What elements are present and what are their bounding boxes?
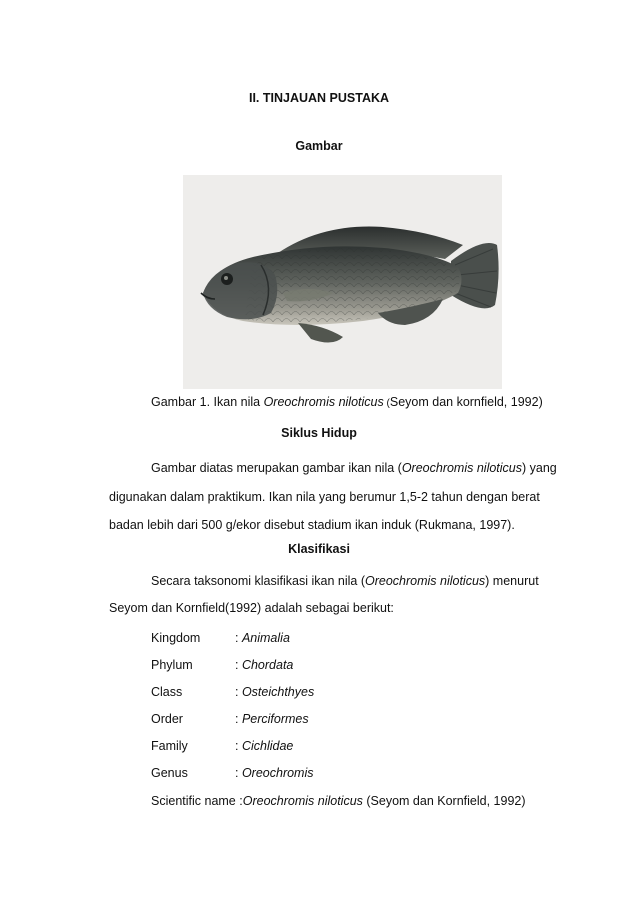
caption-open-paren: (	[383, 398, 390, 409]
taxonomy-value-order-text: Perciformes	[241, 712, 309, 726]
taxonomy-value-kingdom-text: Animalia	[241, 631, 290, 645]
klasifikasi-paragraph-line-2: Seyom dan Kornfield(1992) adalah sebagai berikut:	[109, 601, 394, 615]
siklus-heading: Siklus Hidup	[281, 426, 357, 440]
klasifikasi-line1-b: ) menurut	[485, 574, 539, 588]
taxonomy-value-kingdom: : Animalia	[235, 631, 290, 645]
siklus-line1-species: Oreochromis niloticus	[401, 461, 523, 475]
caption-citation: Seyom dan kornfield, 1992)	[389, 395, 543, 409]
taxonomy-value-genus-text: Oreochromis	[241, 766, 314, 780]
siklus-line1-a: Gambar diatas merupakan gambar ikan nila (	[151, 461, 402, 475]
klasifikasi-paragraph-line-1	[151, 574, 539, 588]
taxonomy-label-family: Family	[151, 739, 188, 753]
klasifikasi-line1-a: Secara taksonomi klasifikasi ikan nila (	[151, 574, 365, 588]
taxonomy-value-class: : Osteichthyes	[235, 685, 315, 699]
taxonomy-value-genus: : Oreochromis	[235, 766, 314, 780]
taxonomy-label-genus: Genus	[151, 766, 188, 780]
caption-prefix: Gambar 1. Ikan nila	[151, 395, 264, 409]
figure-heading: Gambar	[295, 139, 343, 153]
siklus-line1-b: ) yang	[522, 461, 557, 475]
taxonomy-value-class-text: Osteichthyes	[241, 685, 315, 699]
taxonomy-value-phylum-text: Chordata	[241, 658, 294, 672]
siklus-paragraph-line-1	[151, 461, 557, 475]
taxonomy-scientific-name	[151, 794, 526, 808]
caption-species: Oreochromis niloticus	[263, 395, 384, 409]
siklus-paragraph-line-3: badan lebih dari 500 g/ekor disebut stadium ikan induk (Rukmana, 1997).	[109, 518, 515, 532]
taxonomy-label-order: Order	[151, 712, 183, 726]
taxonomy-label-kingdom: Kingdom	[151, 631, 201, 645]
scientific-name-label: Scientific name	[151, 794, 236, 808]
figure-caption	[151, 395, 543, 409]
siklus-paragraph-line-2: digunakan dalam praktikum. Ikan nila yang berumur 1,5-2 tahun dengan berat	[109, 490, 540, 504]
tilapia-fish-image	[183, 175, 502, 389]
taxonomy-value-family-text: Cichlidae	[241, 739, 294, 753]
klasifikasi-heading: Klasifikasi	[288, 542, 350, 556]
taxonomy-value-order: : Perciformes	[235, 712, 309, 726]
klasifikasi-line1-species: Oreochromis niloticus	[364, 574, 486, 588]
scientific-name-citation: (Seyom dan Kornfield, 1992)	[362, 794, 526, 808]
scientific-name-value: Oreochromis niloticus	[242, 794, 363, 808]
fish-photo	[183, 175, 502, 389]
scientific-name-sep: :	[239, 794, 243, 808]
taxonomy-label-phylum: Phylum	[151, 658, 193, 672]
taxonomy-label-class: Class	[151, 685, 183, 699]
section-heading: II. TINJAUAN PUSTAKA	[248, 91, 390, 105]
taxonomy-value-family: : Cichlidae	[235, 739, 294, 753]
taxonomy-value-phylum: : Chordata	[235, 658, 294, 672]
